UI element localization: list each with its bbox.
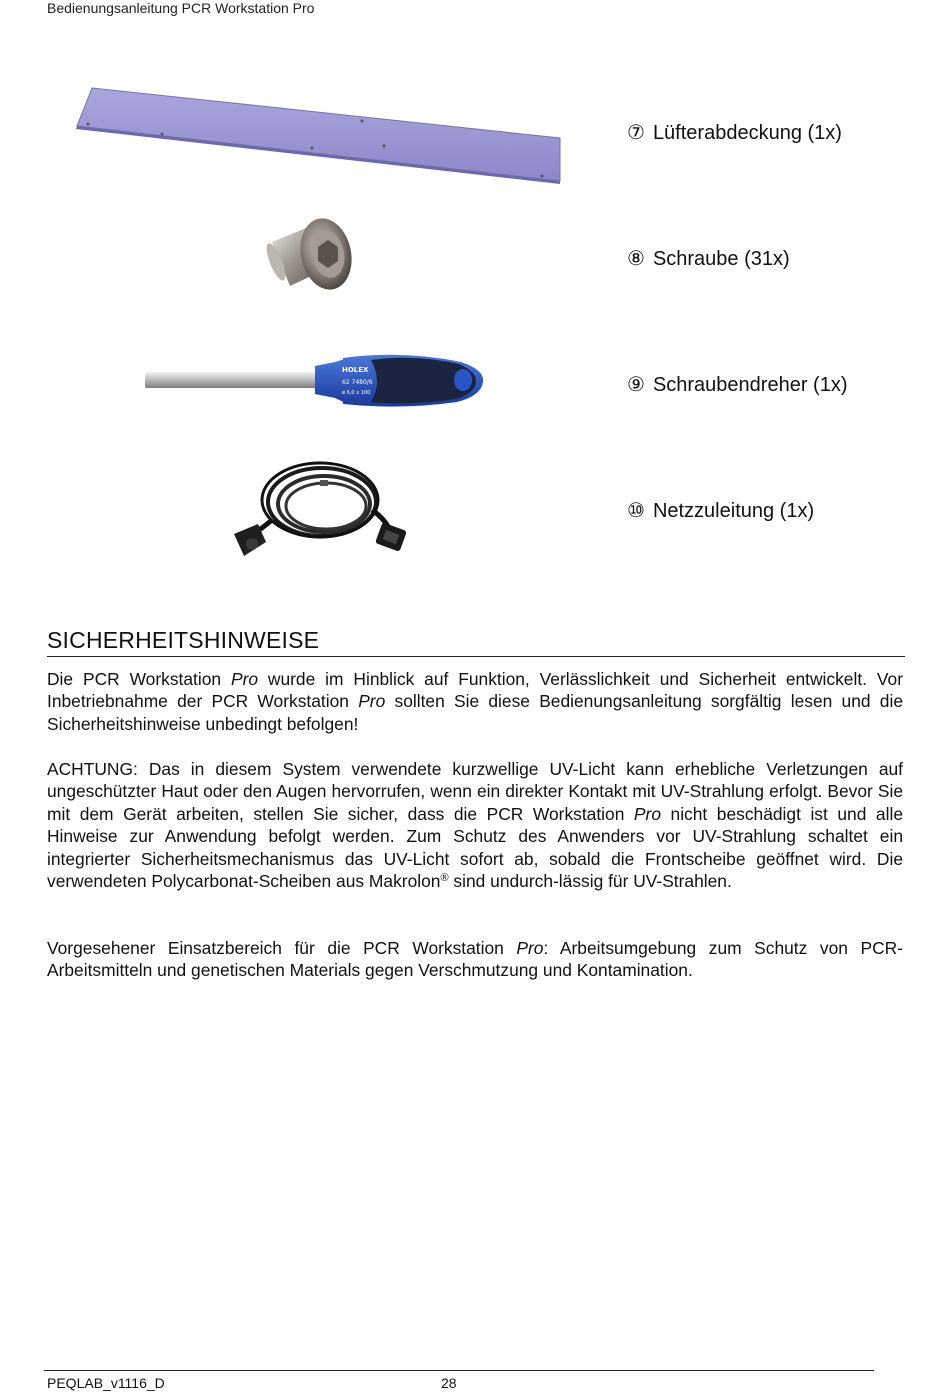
power-cord-image [232, 460, 412, 560]
section-heading: SICHERHEITSHINWEISE [47, 627, 905, 657]
screwdriver-size: ø 6,0 x 100 [342, 390, 371, 396]
item-text: Schraubendreher (1x) [652, 374, 848, 396]
item-number: ⑨ [627, 374, 645, 396]
item-text: Lüfterabdeckung (1x) [652, 122, 842, 144]
item-label-fan-cover [627, 120, 842, 145]
item-number: ⑩ [627, 500, 645, 522]
item-label-power-cord [627, 498, 814, 523]
paragraph-intro: Die PCR Workstation Pro wurde im Hinblick auf Funktion, Verlässlichkeit und Sicherheit entwickelt. Vor Inbetriebnahme der PCR Workstation Pro sollten Sie diese Bedienungsanleitung sorgfältig lesen und die Sicherheitshinweise unbedingt befolgen! [47, 669, 903, 734]
item-number: ⑧ [627, 248, 645, 270]
item-label-screwdriver [627, 372, 848, 397]
item-text: Schraube (31x) [652, 248, 790, 270]
screwdriver-code: 62 7480/6 [342, 379, 373, 386]
paragraph-intended-use: Vorgesehener Einsatzbereich für die PCR Workstation Pro: Arbeitsumgebung zum Schutz von PCR-Arbeitsmitteln und genetischen Materials gegen Verschmutzung und Kontamination. [47, 938, 903, 981]
running-header: Bedienungsanleitung PCR Workstation Pro [47, 0, 315, 16]
screwdriver-brand: HOLEX [342, 366, 369, 374]
item-label-screw [627, 246, 790, 271]
paragraph-warning: ACHTUNG: Das in diesem System verwendete kurzwellige UV-Licht kann erhebliche Verletzungen auf ungeschützter Haut oder den Augen hervorrufen, wenn ein direkter Kontakt mit UV-Strahlung erfolgt. Bevor Sie mit dem Gerät arbeiten, stellen Sie sicher, dass die PCR Workstation Pro nicht beschädigt ist und alle Hinweise zur Anwendung befolgt werden. Zum Schutz des Anwenders vor UV-Strahlung schaltet ein integrierter Sicherheitsmechanismus das UV-Licht sofort ab, sobald die Frontscheibe geöffnet wird. Die verwendeten Polycarbonat-Scheiben aus Makrolon® sind undurch-lässig für UV-Strahlen. [47, 759, 903, 892]
footer-doc-id: PEQLAB_v1116_D [47, 1375, 165, 1391]
screw-image [268, 214, 358, 300]
fan-cover-image [72, 86, 567, 186]
footer-divider [44, 1370, 874, 1371]
item-number: ⑦ [627, 122, 645, 144]
screwdriver-image [143, 352, 488, 412]
footer-page-number: 28 [441, 1375, 457, 1391]
item-text: Netzzuleitung (1x) [652, 500, 815, 522]
